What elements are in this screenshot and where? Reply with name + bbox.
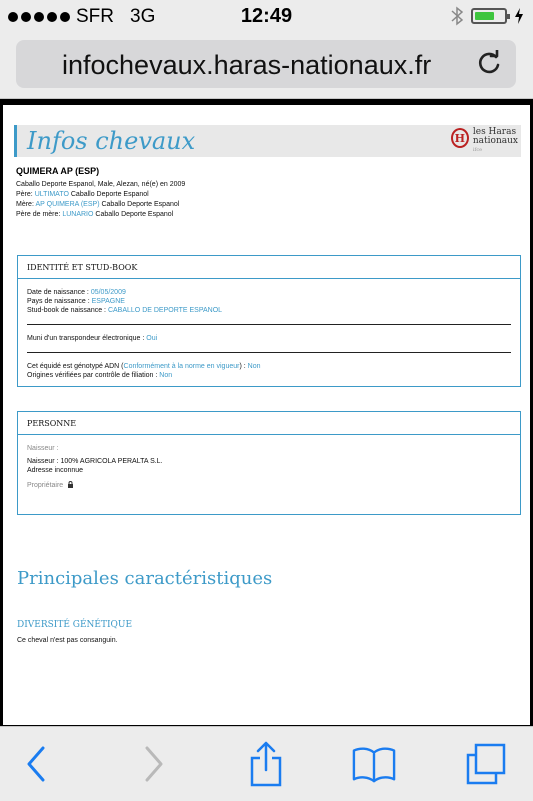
horse-summary: Caballo Deporte Espanol, Male, Alezan, né(e) en 2009 xyxy=(16,181,186,188)
pere-de-mere-link[interactable]: LUNARIO xyxy=(62,211,94,218)
adn-value[interactable]: Non xyxy=(247,363,261,370)
share-button[interactable] xyxy=(244,741,288,787)
caracteristiques-heading: Principales caractéristiques xyxy=(17,568,273,589)
pere-link[interactable]: ULTIMATO xyxy=(34,191,69,198)
back-button[interactable] xyxy=(14,741,58,787)
personne-section xyxy=(17,411,521,515)
identite-body xyxy=(18,279,520,386)
naisseur-text: Naisseur : 100% AGRICOLA PERALTA S.L. xyxy=(27,458,163,465)
mere-line: Mère: AP QUIMERA (ESP) Caballo Deporte Espanol xyxy=(16,201,180,208)
pays-naissance-row: Pays de naissance : ESPAGNE xyxy=(27,298,125,305)
haras-nationaux-logo[interactable] xyxy=(451,128,518,155)
url-field[interactable] xyxy=(16,40,516,88)
status-bar xyxy=(0,0,533,34)
site-title: Infos chevaux xyxy=(27,127,196,155)
transpondeur-value[interactable]: Oui xyxy=(146,335,158,342)
date-naissance-row: Date de naissance : 05/05/2009 xyxy=(27,289,126,296)
pays-naissance-value[interactable]: ESPAGNE xyxy=(91,298,125,305)
identite-section xyxy=(17,255,521,387)
date-naissance-value[interactable]: 05/05/2009 xyxy=(90,289,126,296)
clock: 12:49 xyxy=(240,5,293,27)
adn-row: Cet équidé est génotypé ADN (Conformément à la norme en vigueur) : Non xyxy=(27,363,261,370)
divider xyxy=(27,352,511,353)
page-content xyxy=(11,125,521,644)
naisseur-header: Naisseur : xyxy=(27,445,59,452)
lock-icon xyxy=(67,481,74,488)
back-icon xyxy=(25,745,47,783)
forward-icon xyxy=(143,745,165,783)
logo-h-icon: H xyxy=(451,128,469,148)
divider xyxy=(27,324,511,325)
diversite-genetique-heading: DIVERSITÉ GÉNÉTIQUE xyxy=(17,620,133,630)
pere-de-mere-line: Père de mère: LUNARIO Caballo Deporte Espanol xyxy=(16,211,174,218)
proprietaire-label: Propriétaire xyxy=(27,482,64,489)
transpondeur-row: Muni d'un transpondeur électronique : Oui xyxy=(27,335,158,342)
charging-icon xyxy=(515,8,523,24)
bookmarks-button[interactable] xyxy=(352,741,396,787)
address-bar xyxy=(0,34,533,99)
consanguinite-text: Ce cheval n'est pas consanguin. xyxy=(17,637,118,644)
browser-toolbar xyxy=(0,726,533,801)
carrier-name: SFR xyxy=(76,6,114,27)
battery-icon xyxy=(471,8,507,24)
forward-button[interactable] xyxy=(132,741,176,787)
tabs-icon xyxy=(465,743,507,785)
bookmarks-icon xyxy=(352,744,396,784)
share-icon xyxy=(249,741,283,787)
personne-title: PERSONNE xyxy=(18,412,520,435)
personne-body xyxy=(18,435,520,496)
filiation-row: Origines vérifiées par contrôle de filiation : Non xyxy=(27,372,173,379)
adn-norme-link[interactable]: Conformément à la norme en vigueur xyxy=(123,363,240,370)
logo-text: les Haras nationaux ifce xyxy=(472,127,518,153)
horse-pedigree xyxy=(16,180,521,220)
mere-link[interactable]: AP QUIMERA (ESP) xyxy=(35,201,100,208)
identite-title: IDENTITÉ ET STUD-BOOK xyxy=(18,256,520,279)
filiation-value[interactable]: Non xyxy=(159,372,173,379)
site-banner xyxy=(14,125,521,157)
adresse-text: Adresse inconnue xyxy=(27,467,84,474)
proprietaire-row xyxy=(27,481,511,490)
tabs-button[interactable] xyxy=(464,741,508,787)
horse-name: QUIMERA AP (ESP) xyxy=(16,166,100,176)
status-right xyxy=(451,6,523,26)
pere-line: Père: ULTIMATO Caballo Deporte Espanol xyxy=(16,191,149,198)
bluetooth-icon xyxy=(451,6,463,26)
network-type: 3G xyxy=(130,6,156,27)
web-page xyxy=(3,105,530,725)
reload-icon[interactable] xyxy=(476,50,502,76)
studbook-row: Stud-book de naissance : CABALLO DE DEPORTE ESPANOL xyxy=(27,307,223,314)
studbook-value[interactable]: CABALLO DE DEPORTE ESPANOL xyxy=(107,307,223,314)
url-text: infochevaux.haras-nationaux.fr xyxy=(62,50,432,80)
